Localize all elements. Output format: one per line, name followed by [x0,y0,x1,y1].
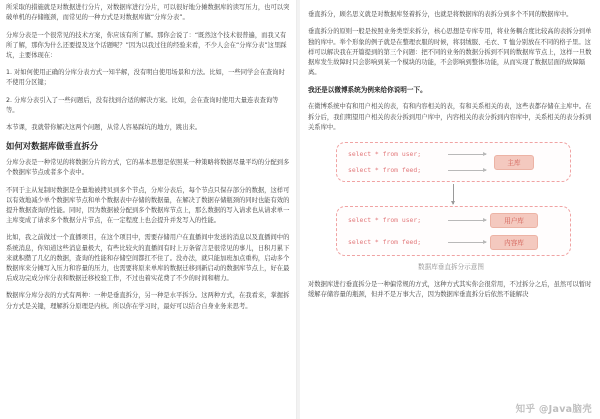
arrow-user-to-user-db [448,220,486,221]
db-content: 内容库 [490,235,538,250]
paragraph-vertical-limits: 对数据库进行垂直拆分是一种偏常规的方式，这种方式其实你会很常用，不过拆分之后，虽然可以暂时缓解存储容量的瓶颈，但并不是万事大吉，因为数据库垂直拆分后依然不能解决 [308,281,592,299]
db-user: 用户库 [490,213,538,228]
paragraph-continuation [308,0,594,3]
sql-select-feed-after: select * from feed; [348,238,422,247]
left-page [0,0,297,419]
sql-select-user-before: select * from user; [348,150,422,159]
before-split-group [336,142,571,182]
paragraph-intro: 所采取的措施就是对数据进行分片，对数据库进行分片，可以很好地分摊数据库的读写压力，也可以突破单机的存储瓶颈，而常见的一种方式是对数据库做“分库分表”。 [6,4,290,22]
diagram-caption: 数据库垂直拆分示意图 [418,263,484,272]
paragraph-sharding-benefits: 不同于主从复制时数据是全量地被拷贝到多个节点，分库分表后，每个节点只保存部分的数据，这样可以有效地减少单个数据库节点和单个数据表中存储的数据量，在解决了数据存储瓶颈的同时也能有效的提升数据查询的性能。同时，因为数据被分配到多个数据库节点上，那么数据的写入请求也从请求单一主库变成了请求多个数据分片节点，在一定程度上也会提升并发写入的性能。 [6,186,290,225]
paragraph-pitfall-2: 2. 分库分表引入了一些问题后，没有找到合适的解决方案。比如，会在查询时使用大量连表查询等等。 [6,96,279,114]
paragraph-split-methods: 数据库分库分表的方式有两种：一种是垂直拆分，另一种是水平拆分。这两种方式，在我看来，掌握拆分方式是关键，理解拆分原理是内核。所以你在学习时，最好可以结合自身业务来思考。 [6,292,290,310]
watermark: 知乎 @Java脑壳 [515,404,592,415]
paragraph-lesson-goal: 本节课，我就带你解决这两个问题，从常人容易踩坑的地方，跳出来。 [6,124,202,132]
paragraph-vertical-principle: 垂直拆分的原则一般是按照业务类型来拆分，核心思想是专库专用，将业务耦合度比较高的表拆分到单独的库中。举个形象的例子就是在整理衣服的时候，将羽绒服、毛衣、T 恤分别放在不同的格子里。这样可以解决我在开篇提到的第三个问题：把不同的业务的数据分拆到不同的数据库节点上，这样一旦数据库发生故障时只会影响到某一个模块的功能，不会影响到整体功能，从而实现了数据层面的故障隔离。 [308,28,592,77]
db-main: 主库 [494,155,534,170]
arrow-feed-to-content-db [448,242,486,243]
paragraph-live-stream-example: 比如，我之前做过一个直播项目，在这个项目中，需要存储用户在直播间中发送的消息以及直播间中的系统消息，你知道这些消息量极大，有些比较火的直播间有时上万条留言是很常见的事儿，日积月累下来就积攒了几亿的数据，查询的性能和存储空间都扛不住了。没办法，就只能加班加点重构，启动多个数据库来分摊写入压力和容量的压力，也需要将原来单库的数据迁移到新启动的数据库节点上，好在最后成功完成分库分表和数据迁移校验工作，不过也着实花费了不少的时间和精力。 [6,234,290,283]
arrow-user-to-main [448,154,486,155]
sql-select-user-after: select * from user; [348,216,422,225]
right-page [300,0,600,419]
paragraph-sharding-definition: 分库分表是一种常见的将数据分片的方式，它的基本思想是依照某一种策略将数据尽量平均的分配到多个数据库节点或者多个表中。 [6,159,290,177]
left-column [6,0,290,319]
paragraph-sharding-overview: 分库分表是一个很常见的技术方案，你应该有所了解。那你会说了：“既然这个技术很普遍，而我又有所了解，那你为什么还要提及这个话题呢？”因为以我过往的经验来看，不少人会在“分库分表”这里踩坑，主要体现在： [6,31,287,60]
right-column [308,0,594,307]
paragraph-pitfall-1: 1. 对如何使用正确的分库分表方式一知半解，没有明白使用场景和方法。比如，一些同学会在查询时不使用分区键； [6,69,285,87]
arrow-feed-to-main [448,170,486,171]
sql-select-feed-before: select * from feed; [348,166,422,175]
paragraph-vertical-definition: 垂直拆分，顾名思义就是对数据库竖着拆分，也就是将数据库的表拆分到多个不同的数据库中。 [308,11,573,19]
section-heading-vertical-split: 如何对数据库做垂直拆分 [6,141,99,152]
bold-weibo-example: 我还是以微博系统为例来给你说明一下。 [308,86,427,95]
split-down-arrow [453,184,454,204]
paragraph-weibo-tables: 在微博系统中有和用户相关的表，有和内容相关的表，有和关系相关的表，这些表都存储在主库中。在拆分后，我们期望用户相关的表分拆到用户库中，内容相关的表分拆到内容库中，关系相关的表分拆到关系库中。 [308,103,592,131]
vertical-split-diagram [308,140,594,260]
